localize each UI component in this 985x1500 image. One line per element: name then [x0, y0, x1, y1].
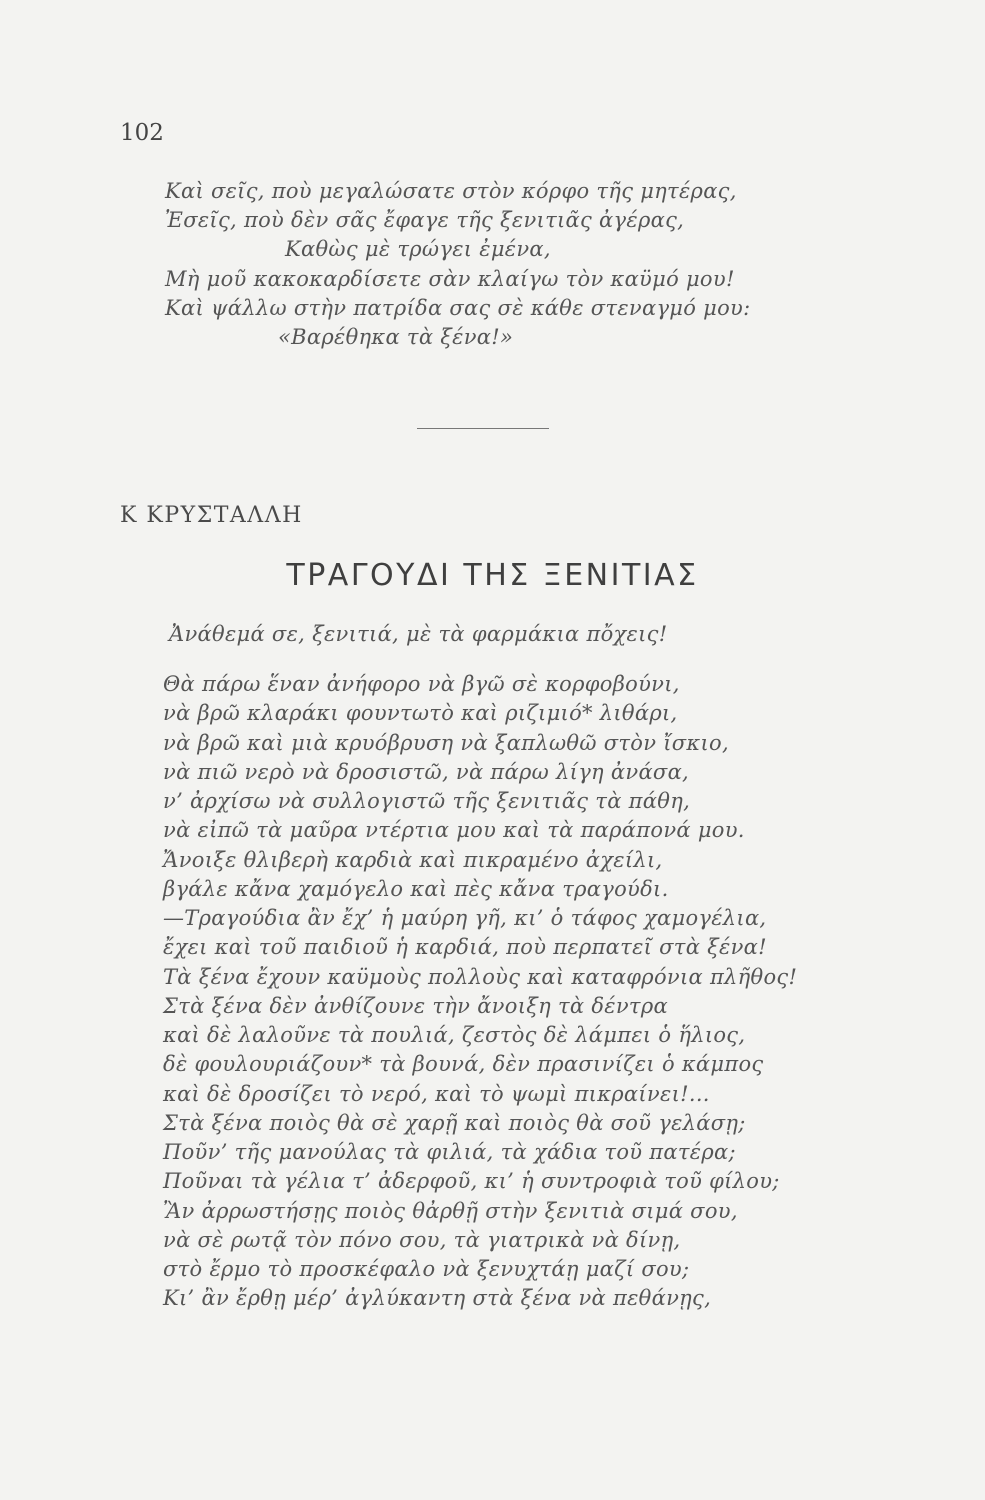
verse-line: Κι’ ἂν ἔρθῃ μέρ’ ἀγλύκαντη στὰ ξένα νὰ πεθάνῃς, [163, 1286, 712, 1311]
verse-line: Ἄνοιξε θλιβερὴ καρδιὰ καὶ πικραμένο ἀχείλι, [163, 847, 663, 872]
verse-line: νὰ βρῶ κλαράκι φουντωτὸ καὶ ριζιμιό* λιθάρι, [163, 701, 678, 726]
verse-line: νὰ πιῶ νερὸ νὰ δροσιστῶ, νὰ πάρω λίγη ἀνάσα, [163, 759, 690, 784]
verse-line: στὸ ἔρμο τὸ προσκέφαλο νὰ ξενυχτάῃ μαζί σου; [163, 1257, 690, 1281]
verse-line: —Τραγούδια ἂν ἔχ’ ἡ μαύρη γῆ, κι’ ὁ τάφος χαμογέλια, [163, 906, 767, 930]
verse-line: Τὰ ξένα ἔχουν καϋμοὺς πολλοὺς καὶ καταφρόνια πλῆθος! [163, 964, 798, 989]
section-divider [417, 428, 549, 429]
poem-title: ΤΡΑΓΟΥΔΙ ΤΗΣ ΞΕΝΙΤΙΑΣ [286, 558, 699, 593]
epigraph: Ἀνάθεμά σε, ξενιτιά, μὲ τὰ φαρμάκια πὄχεις! [169, 622, 668, 646]
verse-line: νὰ σὲ ρωτᾷ τὸν πόνο σου, τὰ γιατρικὰ νὰ δίνῃ, [163, 1227, 681, 1252]
poem-body [163, 670, 797, 1314]
verse-line: νὰ βρῶ καὶ μιὰ κρυόβρυση νὰ ξαπλωθῶ στὸν ἴσκιο, [163, 730, 729, 755]
verse-line: Ἂν ἀρρωστήσῃς ποιὸς θἀρθῇ στὴν ξενιτιὰ σιμά σου, [163, 1198, 738, 1223]
verse-line: Στὰ ξένα δὲν ἀνθίζουνε τὴν ἄνοιξη τὰ δέντρα [163, 993, 668, 1018]
verse-line: καὶ δὲ δροσίζει τὸ νερό, καὶ τὸ ψωμὶ πικραίνει!... [163, 1081, 710, 1106]
verse-line: Στὰ ξένα ποιὸς θὰ σὲ χαρῇ καὶ ποιὸς θὰ σοῦ γελάσῃ; [163, 1110, 746, 1135]
verse-line: Καθὼς μὲ τρώγει ἐμένα, [285, 237, 551, 262]
poem-stanza-ending [165, 177, 751, 352]
verse-line: βγάλε κἄνα χαμόγελο καὶ πὲς κἄνα τραγούδι. [163, 876, 669, 901]
verse-line: Καὶ σεῖς, ποὺ μεγαλώσατε στὸν κόρφο τῆς μητέρας, [165, 179, 737, 203]
verse-line: Ποῦν’ τῆς μανούλας τὰ φιλιά, τὰ χάδια τοῦ πατέρα; [163, 1140, 736, 1164]
verse-line: Μὴ μοῦ κακοκαρδίσετε σὰν κλαίγω τὸν καϋμό μου! [165, 266, 735, 291]
verse-line: νὰ εἰπῶ τὰ μαῦρα ντέρτια μου καὶ τὰ παράπονά μου. [163, 818, 745, 843]
verse-line: δὲ φουλουριάζουν* τὰ βουνά, δὲν πρασινίζει ὁ κάμπος [163, 1052, 764, 1077]
verse-line: Ποῦναι τὰ γέλια τ’ ἀδερφοῦ, κι’ ἡ συντροφιὰ τοῦ φίλου; [163, 1169, 780, 1194]
author-name: Κ ΚΡΥΣΤΑΛΛΗ [120, 503, 303, 528]
verse-line: Θὰ πάρω ἕναν ἀνήφορο νὰ βγῶ σὲ κορφοβούνι, [163, 672, 680, 696]
verse-line: Ἐσεῖς, ποὺ δὲν σᾶς ἔφαγε τῆς ξενιτιᾶς ἀγέρας, [165, 208, 685, 233]
verse-line: Καὶ ψάλλω στὴν πατρίδα σας σὲ κάθε στεναγμό μου: [165, 295, 751, 320]
verse-line: ν’ ἀρχίσω νὰ συλλογιστῶ τῆς ξενιτιᾶς τὰ πάθη, [163, 789, 691, 813]
verse-line: ἔχει καὶ τοῦ παιδιοῦ ἡ καρδιά, ποὺ περπατεῖ στὰ ξένα! [163, 935, 767, 960]
verse-line: «Βαρέθηκα τὰ ξένα!» [278, 325, 514, 350]
page-number: 102 [120, 120, 164, 146]
verse-line: καὶ δὲ λαλοῦνε τὰ πουλιά, ζεστὸς δὲ λάμπει ὁ ἥλιος, [163, 1023, 746, 1047]
